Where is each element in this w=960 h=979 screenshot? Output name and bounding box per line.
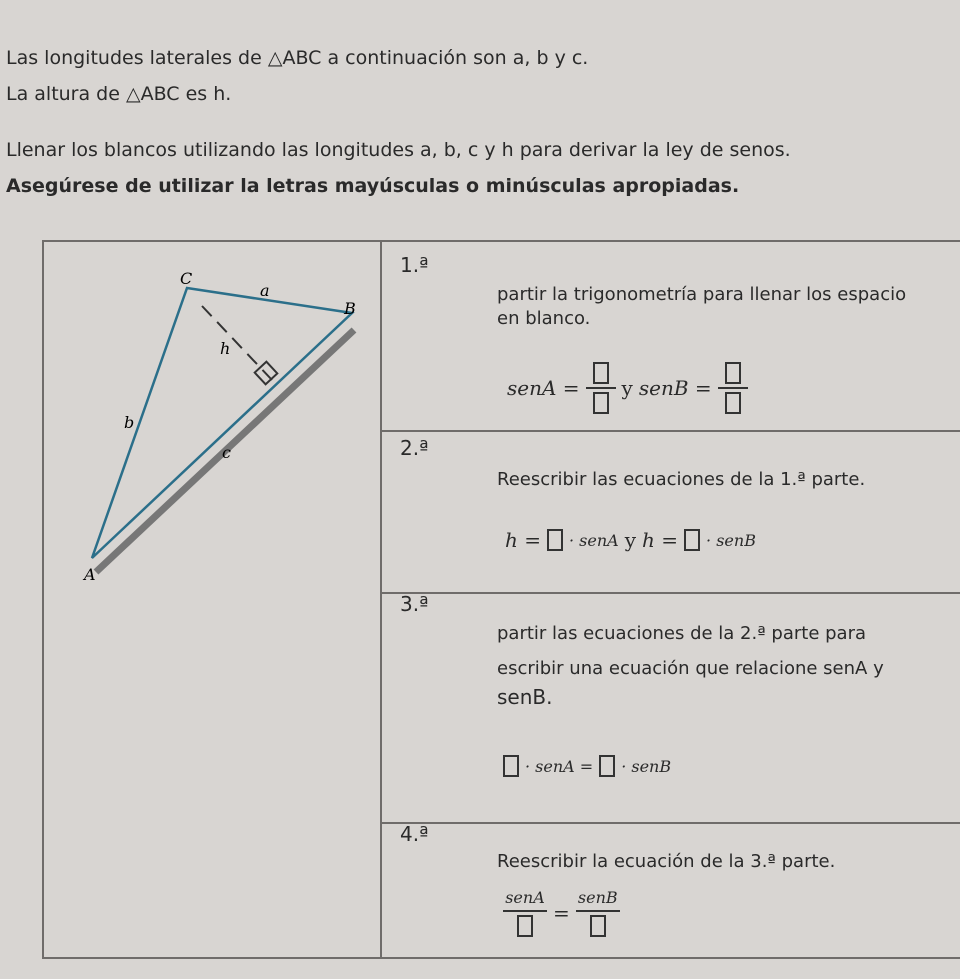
times-sin-b: · senB bbox=[706, 530, 756, 550]
answer-blank[interactable] bbox=[517, 915, 533, 937]
sin-a-numerator: senA bbox=[505, 888, 545, 907]
label-a: a bbox=[260, 281, 270, 300]
step-1-equation bbox=[507, 362, 748, 414]
step-2-number: 2.ª bbox=[400, 436, 429, 460]
row-divider bbox=[382, 592, 960, 594]
times-sin-a: · senA bbox=[569, 530, 619, 550]
answer-blank[interactable] bbox=[503, 755, 519, 777]
intro-line-2: La altura de △ABC es h. bbox=[6, 83, 232, 105]
triangle-figure bbox=[62, 258, 372, 588]
row-divider bbox=[382, 822, 960, 824]
label-A: A bbox=[84, 565, 96, 584]
sin-b-numerator: senB bbox=[577, 888, 618, 907]
step-2-equation bbox=[505, 528, 756, 552]
intro-line-4: Asegúrese de utilizar la letras mayúsculas o minúsculas apropiadas. bbox=[6, 175, 740, 197]
h-equals: h = bbox=[642, 528, 679, 552]
fraction bbox=[503, 888, 547, 937]
fraction bbox=[586, 362, 616, 414]
step-3-equation bbox=[503, 755, 671, 777]
step-1-text: partir la trigonometría para llenar los espacio bbox=[497, 284, 907, 305]
answer-blank[interactable] bbox=[725, 392, 741, 414]
conjunction: y bbox=[624, 528, 637, 552]
fraction bbox=[718, 362, 748, 414]
label-b: b bbox=[124, 413, 135, 432]
answer-blank[interactable] bbox=[593, 362, 609, 384]
step-2-text: Reescribir las ecuaciones de la 1.ª parte. bbox=[497, 469, 866, 490]
fraction bbox=[576, 888, 620, 937]
column-divider bbox=[380, 240, 382, 957]
intro-line-3: Llenar los blancos utilizando las longitudes a, b, c y h para derivar la ley de senos. bbox=[6, 139, 791, 161]
intro-line-1: Las longitudes laterales de △ABC a continuación son a, b y c. bbox=[6, 47, 589, 69]
answer-blank[interactable] bbox=[684, 529, 700, 551]
step-1-text: en blanco. bbox=[497, 308, 591, 329]
answer-blank[interactable] bbox=[590, 915, 606, 937]
label-h: h bbox=[220, 339, 231, 358]
step-4-text: Reescribir la ecuación de la 3.ª parte. bbox=[497, 851, 836, 872]
equals-sign: = bbox=[553, 900, 570, 925]
sin-b-label: senB = bbox=[638, 376, 712, 400]
altitude-h bbox=[202, 306, 272, 380]
answer-blank[interactable] bbox=[725, 362, 741, 384]
instructions bbox=[6, 40, 791, 204]
conjunction: y bbox=[621, 376, 633, 400]
step-4-equation bbox=[503, 888, 620, 937]
step-3-text: partir las ecuaciones de la 2.ª parte para bbox=[497, 623, 867, 644]
step-4-number: 4.ª bbox=[400, 822, 429, 846]
label-C: C bbox=[180, 269, 193, 288]
step-1-number: 1.ª bbox=[400, 253, 429, 277]
answer-blank[interactable] bbox=[593, 392, 609, 414]
times-sin-b: · senB bbox=[621, 756, 672, 776]
times-sin-a-equals: · senA = bbox=[525, 756, 594, 776]
step-3-number: 3.ª bbox=[400, 592, 429, 616]
label-B: B bbox=[344, 299, 356, 318]
sin-a-label: senA = bbox=[507, 376, 580, 400]
step-3-text: senB. bbox=[497, 685, 553, 709]
step-3-text: escribir una ecuación que relacione senA y bbox=[497, 658, 884, 679]
answer-blank[interactable] bbox=[547, 529, 563, 551]
answer-blank[interactable] bbox=[599, 755, 615, 777]
h-equals: h = bbox=[505, 528, 541, 552]
label-c: c bbox=[222, 443, 231, 462]
row-divider bbox=[382, 430, 960, 432]
